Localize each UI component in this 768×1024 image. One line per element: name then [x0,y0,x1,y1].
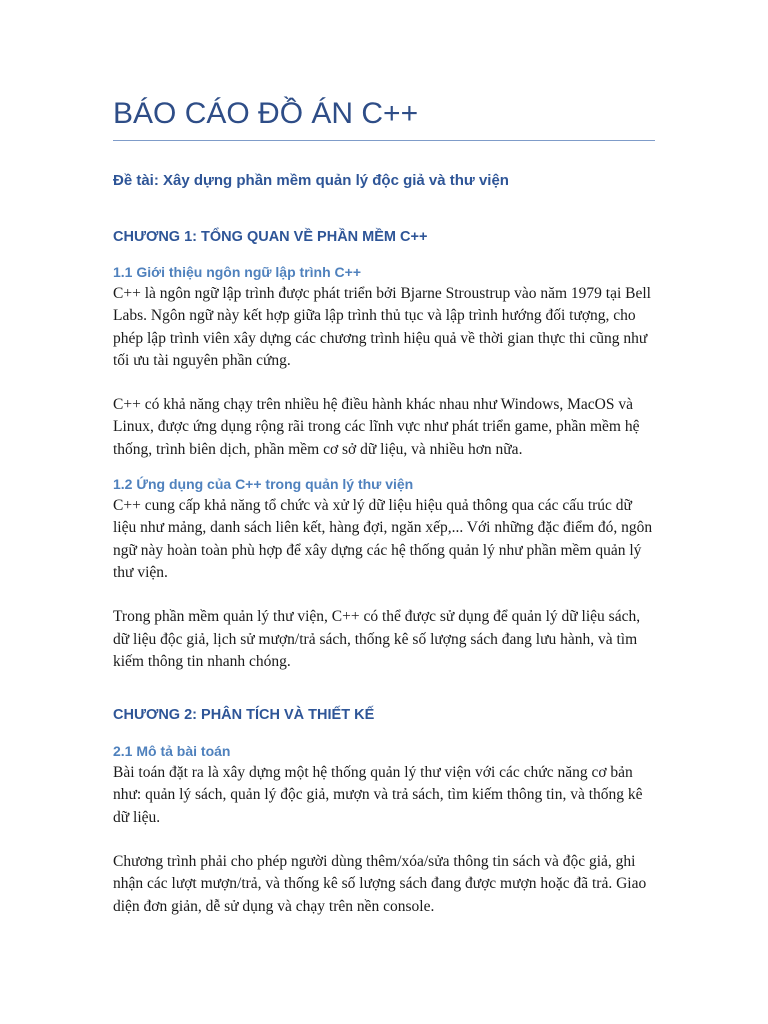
paragraph: C++ có khả năng chạy trên nhiều hệ điều hành khác nhau như Windows, MacOS và Linux, được ứng dụng rộng rãi trong các lĩnh vực như phát triển game, phần mềm hệ thống, trình biên dịch, phần mềm cơ sở dữ liệu, và nhiều hơn nữa. [113,396,640,458]
section-1-1-heading: 1.1 Giới thiệu ngôn ngữ lập trình C++ [113,264,361,280]
paragraph: Bài toán đặt ra là xây dựng một hệ thống quản lý thư viện với các chức năng cơ bản như: quản lý sách, quản lý độc giả, mượn và trả sách, tìm kiếm thông tin, và thống kê dữ liệu. [113,764,643,826]
paragraph: C++ cung cấp khả năng tổ chức và xử lý dữ liệu hiệu quả thông qua các cấu trúc dữ liệu như mảng, danh sách liên kết, hàng đợi, ngăn xếp,... Với những đặc điểm đó, ngôn ngữ này hoàn toàn phù hợp để xây dựng các hệ thống quản lý như phần mềm quản lý thư viện. [113,497,653,581]
section-2-1-heading: 2.1 Mô tả bài toán [113,743,231,760]
paragraph: Chương trình phải cho phép người dùng thêm/xóa/sửa thông tin sách và độc giả, ghi nhận các lượt mượn/trả, và thống kê số lượng sách đang được mượn hoặc đã trả. Giao diện đơn giản, dễ sử dụng và chạy trên nền console. [113,853,647,915]
chapter-2-heading: CHƯƠNG 2: PHÂN TÍCH VÀ THIẾT KẾ [113,707,375,724]
section-1-2-heading: 1.2 Ứng dụng của C++ trong quản lý thư viện [113,476,414,493]
paragraph: C++ là ngôn ngữ lập trình được phát triển bởi Bjarne Stroustrup vào năm 1979 tại Bell Labs. Ngôn ngữ này kết hợp giữa lập trình thủ tục và lập trình hướng đối tượng, cho phép lập trình viên xây dựng các chương trình hiệu quả về thời gian thực thi cũng như tối ưu tài nguyên phần cứng. [113,285,651,369]
chapter-1-heading: CHƯƠNG 1: TỔNG QUAN VỀ PHẦN MỀM C++ [113,229,428,245]
paragraph: Trong phần mềm quản lý thư viện, C++ có thể được sử dụng để quản lý dữ liệu sách, dữ liệu độc giả, lịch sử mượn/trả sách, thống kê số lượng sách đang lưu hành, và tìm kiếm thông tin nhanh chóng. [113,608,641,670]
document-page [113,92,655,918]
document-title: BÁO CÁO ĐỒ ÁN C++ [113,92,655,141]
document-subject: Đề tài: Xây dựng phần mềm quản lý độc giả và thư viện [113,172,509,189]
